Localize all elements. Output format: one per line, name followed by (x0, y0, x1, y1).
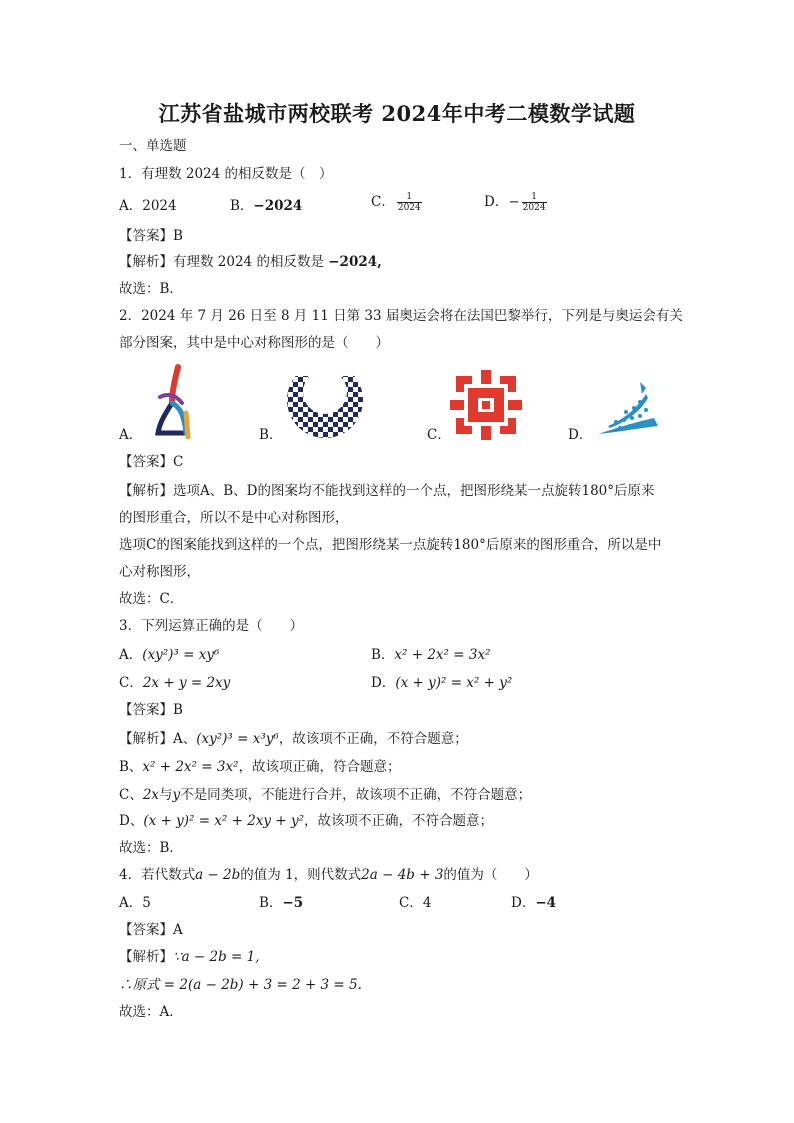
q3-analysis-b: B、x² + 2x² = 3x²，故该项正确，符合题意； (119, 759, 401, 775)
q1-option-c-fraction: $\frac{1}{2024}$ (397, 192, 421, 213)
q4-stem: 4．若代数式a − 2b的值为 1，则代数式2a − 4b + 3的值为（ ） (119, 867, 538, 883)
q3-option-d: D．(x + y)² = x² + y² (371, 675, 513, 691)
q1-option-b: B．−2024 (230, 198, 303, 214)
q1-option-d-fraction: $\frac{1}{2024}$ (522, 192, 546, 213)
section-heading: 一、单选题 (119, 138, 187, 154)
q3-option-c: C．2x + y = 2xy (119, 675, 231, 691)
q1-option-d: D．− $\frac{1}{2024}$ (484, 192, 546, 213)
q1-analysis: 【解析】有理数 2024 的相反数是 −2024, (119, 254, 382, 270)
q2-option-b-label: B． (259, 427, 283, 443)
q3-stem: 3．下列运算正确的是（ ） (119, 618, 304, 634)
q1-conclusion: 故选：B． (119, 281, 183, 297)
q3-analysis-c: C、2x与y不是同类项，不能进行合并，故该项不正确，不符合题意； (119, 787, 532, 803)
q4-option-c: C．4 (399, 895, 432, 911)
page-title: 江苏省盐城市两校联考 2024年中考二模数学试题 (158, 101, 636, 126)
q2-analysis-line3: 选项C的图案能找到这样的一个点，把图形绕某一点旋转180°后原来的图形重合，所以是中 (119, 537, 662, 553)
q4-analysis-line1: 【解析】∵a − 2b = 1, (119, 949, 260, 965)
q2-conclusion: 故选：C． (119, 591, 184, 607)
q2-analysis-line2: 的图形重合，所以不是中心对称图形， (119, 510, 349, 526)
q3-analysis-a: 【解析】A、(xy²)³ = x³y⁶，故该项不正确，不符合题意； (119, 731, 468, 747)
q2-answer: 【答案】C (119, 454, 184, 470)
q1-option-a: A．2024 (119, 198, 177, 214)
q3-option-b: B．x² + 2x² = 3x² (371, 647, 491, 663)
q4-answer: 【答案】A (119, 922, 183, 938)
q4-conclusion: 故选：A． (119, 1004, 183, 1020)
q2-option-a-label: A． (119, 427, 143, 443)
q1-option-c: C． $\frac{1}{2024}$ (371, 192, 421, 213)
q3-answer: 【答案】B (119, 702, 183, 718)
q3-analysis-d: D、(x + y)² = x² + 2xy + y²，故该项不正确，不符合题意； (119, 813, 493, 829)
q1-stem: 1．有理数 2024 的相反数是（ ） (119, 166, 333, 182)
q2-option-c-label: C． (427, 427, 451, 443)
q3-conclusion: 故选：B． (119, 840, 183, 856)
q2-option-d-image (596, 382, 660, 436)
q4-option-d: D．−4 (511, 895, 557, 911)
q2-stem-line1: 2．2024 年 7 月 26 日至 8 月 11 日第 33 届奥运会将在法国巴黎举行，下列是与奥运会有关 (119, 308, 683, 324)
q3-option-a: A．(xy²)³ = xy⁶ (119, 647, 220, 663)
q1-answer: 【答案】B (119, 228, 183, 244)
q2-option-c-image (450, 370, 522, 440)
q1-option-b-value: −2024 (253, 198, 303, 214)
q4-analysis-line2: ∴原式 = 2(a − 2b) + 3 = 2 + 3 = 5. (119, 977, 362, 993)
q2-analysis-line4: 心对称图形， (119, 564, 200, 580)
q2-stem-line2: 部分图案，其中是中心对称图形的是（ ） (119, 335, 389, 351)
q2-option-a-image (150, 363, 206, 439)
q2-option-b-image (283, 362, 367, 442)
q4-option-a: A．5 (119, 895, 151, 911)
q4-option-b: B．−5 (259, 895, 304, 911)
q2-option-d-label: D． (568, 427, 593, 443)
q2-analysis-line1: 【解析】选项A、B、D的图案均不能找到这样的一个点，把图形绕某一点旋转180°后原来 (119, 483, 655, 499)
